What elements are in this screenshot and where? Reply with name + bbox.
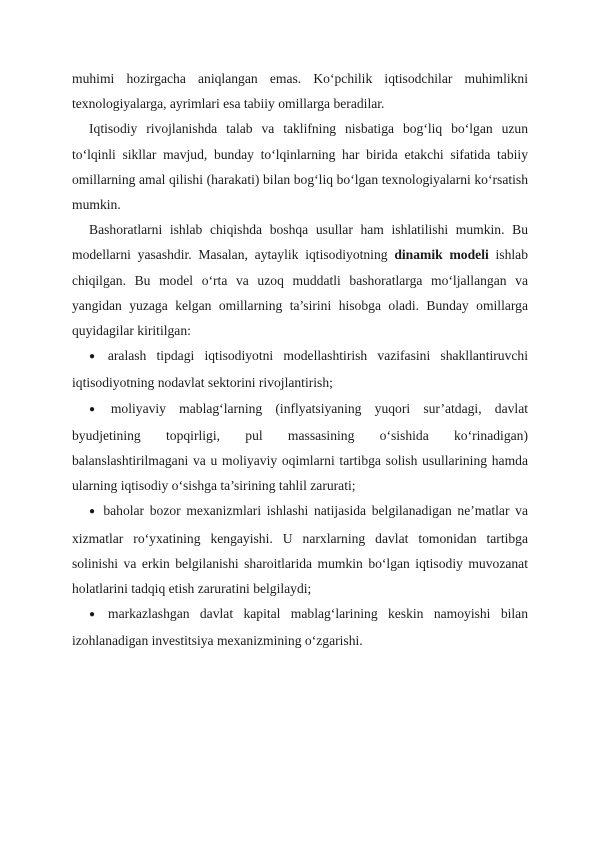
dynamic-model-term: dinamik modeli [394,247,489,263]
document-body [72,66,528,654]
paragraph-forecast-models [72,217,528,343]
bullet-item-text: baholar bozor mexanizmlari ishlashi natijasida belgilanadigan ne’matlar va xizmatlar ro‘yxatining kengayishi. U narxlarning davlat tomonidan tartibga solinishi va erkin belgilanishi sharoitlarida mumkin bo‘lgan iqtisodiy muvozanat holatlarini tadqiq etish zaruratini belgilaydi; [72,503,528,597]
paragraph-continuation: muhimi hozirgacha aniqlangan emas. Ko‘pchilik iqtisodchilar muhimlikni texnologiyalarga, ayrimlari esa tabiiy omillarga beradilar. [72,71,528,112]
paragraph-long-waves: Iqtisodiy rivojlanishda talab va taklifning nisbatiga bog‘liq bo‘lgan uzun to‘lqinli sikllar mavjud, bunday to‘lqinlarning har birida etakchi sifatida tabiiy omillarning amal qilishi (harakati) bilan bog‘liq bo‘lgan texnologiyalarni ko‘rsatish mumkin. [72,121,528,213]
bullet-item-text: markazlashgan davlat kapital mablag‘larining keskin namoyishi bilan izohlanadigan investitsiya mexanizmining o‘zgarishi. [72,606,528,649]
bullet-item-text: aralash tipdagi iqtisodiyotni modellashtirish vazifasini shakllantiruvchi iqtisodiyotning nodavlat sektorini rivojlantirish; [72,348,529,391]
bullet-item [72,396,528,499]
bullet-item [72,498,528,601]
bullet-item [72,601,528,653]
bullet-icon: ● [89,506,98,518]
paragraph-forecast-text-after: ishlab chiqilgan. Bu model o‘rta va uzoq muddatli bashoratlarga mo‘ljallangan va yangidan yuzaga kelgan omillarning ta’sirini hisobga oladi. Bunday omillarga quyidagilar kiritilgan: [72,247,528,339]
bullet-icon: ● [89,351,102,363]
bullet-item-text: moliyaviy mablag‘larning (inflyatsiyaning yuqori sur’atdagi, davlat byudjetining topqirligi, pul massasining o‘sishida ko‘rinadigan) balanslashtirilmagani va u moliyaviy oqimlarni tartibga solish usullarining hamda ularning iqtisodiy o‘sishga ta’sirining tahlil zarurati; [72,400,529,494]
bullet-icon: ● [89,403,105,415]
paragraph-forecast-text-before: Bashoratlarni ishlab chiqishda boshqa usullar ham ishlatilishi mumkin. Bu modellarni yasashdir. Masalan, aytaylik iqtisodiyotning [72,222,528,263]
bullet-item [72,343,528,395]
bullet-icon: ● [89,609,102,621]
